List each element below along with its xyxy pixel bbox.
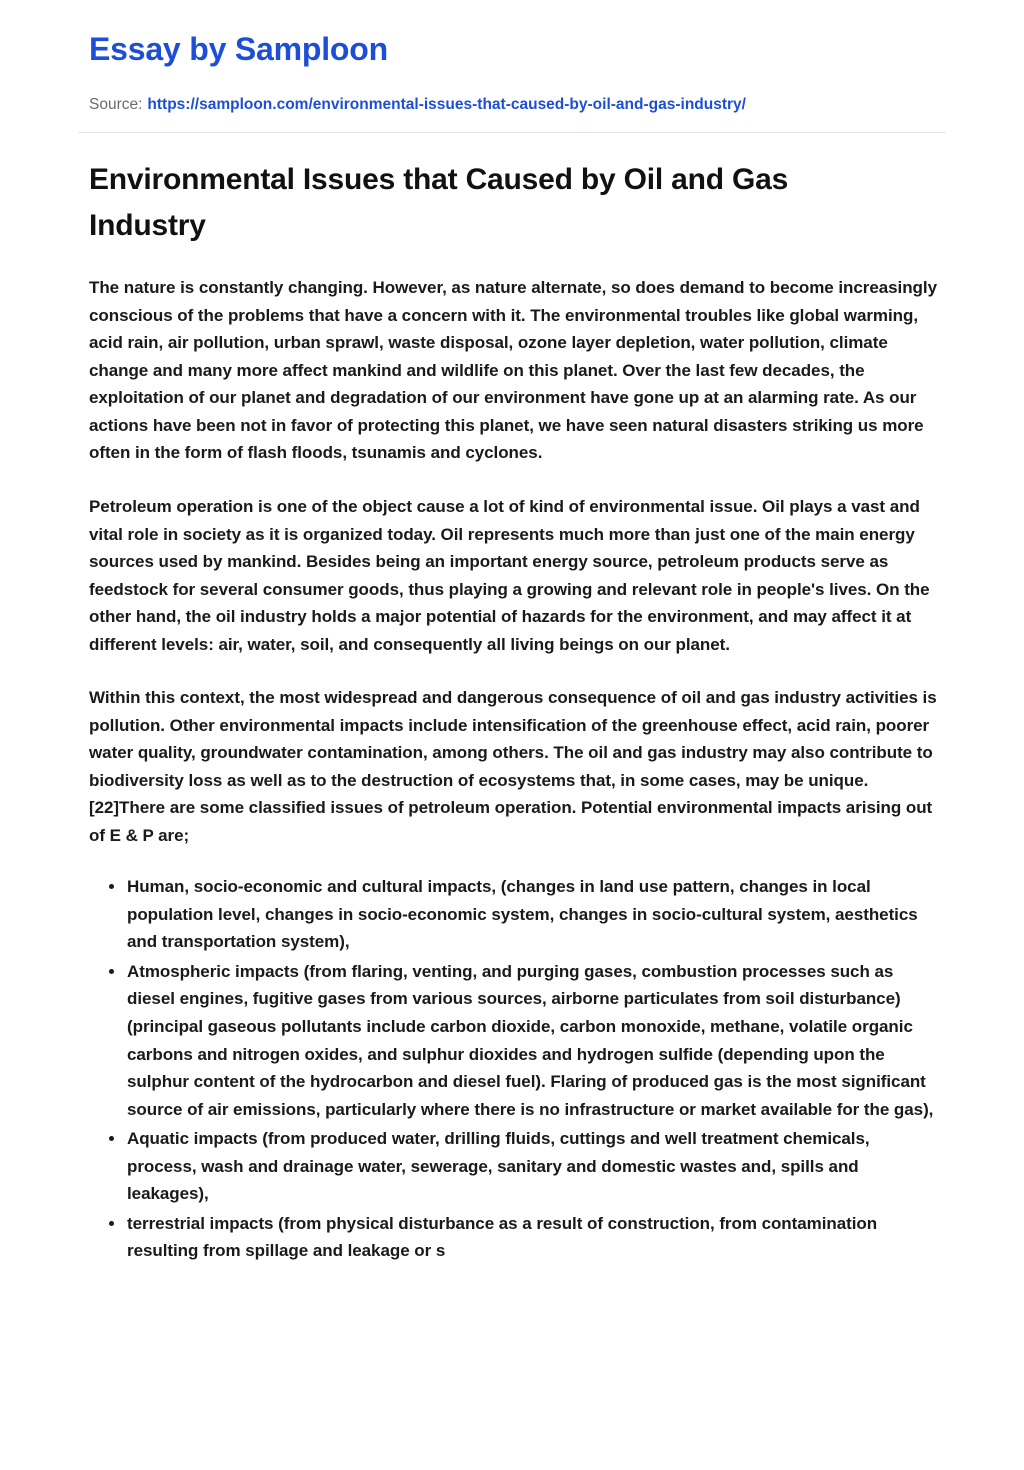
list-item: Human, socio-economic and cultural impacts, (changes in land use pattern, changes in local population level, changes in socio-economic system, changes in socio-cultural system, aesthetics and transportation system), bbox=[89, 873, 940, 956]
paragraph-2: Petroleum operation is one of the object cause a lot of kind of environmental issue. Oil plays a vast and vital role in society as it is organized today. Oil represents much more than just one of the main energy sources used by mankind. Besides being an important energy source, petroleum products serve as feedstock for several consumer goods, thus playing a growing and relevant role in people's lives. On the other hand, the oil industry holds a major potential of hazards for the environment, and may affect it at different levels: air, water, soil, and consequently all living beings on our planet. bbox=[89, 496, 930, 654]
list-item: Aquatic impacts (from produced water, drilling fluids, cuttings and well treatment chemicals, process, wash and drainage water, sewerage, sanitary and domestic wastes and, spills and leakages), bbox=[89, 1125, 940, 1208]
site-brand-title: Essay by Samploon bbox=[89, 31, 388, 67]
header-divider bbox=[78, 132, 946, 133]
impacts-list bbox=[89, 873, 940, 1264]
paragraph-1: The nature is constantly changing. However, as nature alternate, so does demand to become increasingly conscious of the problems that have a concern with it. The environmental troubles like global warming, acid rain, air pollution, urban sprawl, waste disposal, ozone layer depletion, water pollution, climate change and many more affect mankind and wildlife on this planet. Over the last few decades, the exploitation of our planet and degradation of our environment have gone up at an alarming rate. As our actions have been not in favor of protecting this planet, we have seen natural disasters striking us more often in the form of flash floods, tsunamis and cyclones. bbox=[89, 278, 937, 463]
article-body bbox=[89, 157, 940, 1265]
source-line bbox=[89, 94, 1024, 116]
source-label: Source: bbox=[89, 96, 143, 114]
site-header bbox=[0, 0, 1024, 133]
list-item: Atmospheric impacts (from flaring, venting, and purging gases, combustion processes such as diesel engines, fugitive gases from various sources, airborne particulates from soil disturbance) (principal gaseous pollutants include carbon dioxide, carbon monoxide, methane, volatile organic carbons and nitrogen oxides, and sulphur dioxides and hydrogen sulfide (depending upon the sulphur content of the hydrocarbon and diesel fuel). Flaring of produced gas is the most significant source of air emissions, particularly where there is no infrastructure or market available for the gas), bbox=[89, 958, 940, 1123]
list-item: terrestrial impacts (from physical disturbance as a result of construction, from contamination resulting from spillage and leakage or s bbox=[89, 1210, 940, 1265]
page-title: Environmental Issues that Caused by Oil and Gas Industry bbox=[89, 163, 789, 242]
source-url-link[interactable]: https://samploon.com/environmental-issues-that-caused-by-oil-and-gas-industry/ bbox=[147, 96, 746, 114]
paragraph-3: Within this context, the most widespread and dangerous consequence of oil and gas industry activities is pollution. Other environmental impacts include intensification of the greenhouse effect, acid rain, poorer water quality, groundwater contamination, among others. The oil and gas industry may also contribute to biodiversity loss as well as to the destruction of ecosystems that, in some cases, may be unique. [22]There are some classified issues of petroleum operation. Potential environmental impacts arising out of E & P are; bbox=[89, 688, 937, 845]
